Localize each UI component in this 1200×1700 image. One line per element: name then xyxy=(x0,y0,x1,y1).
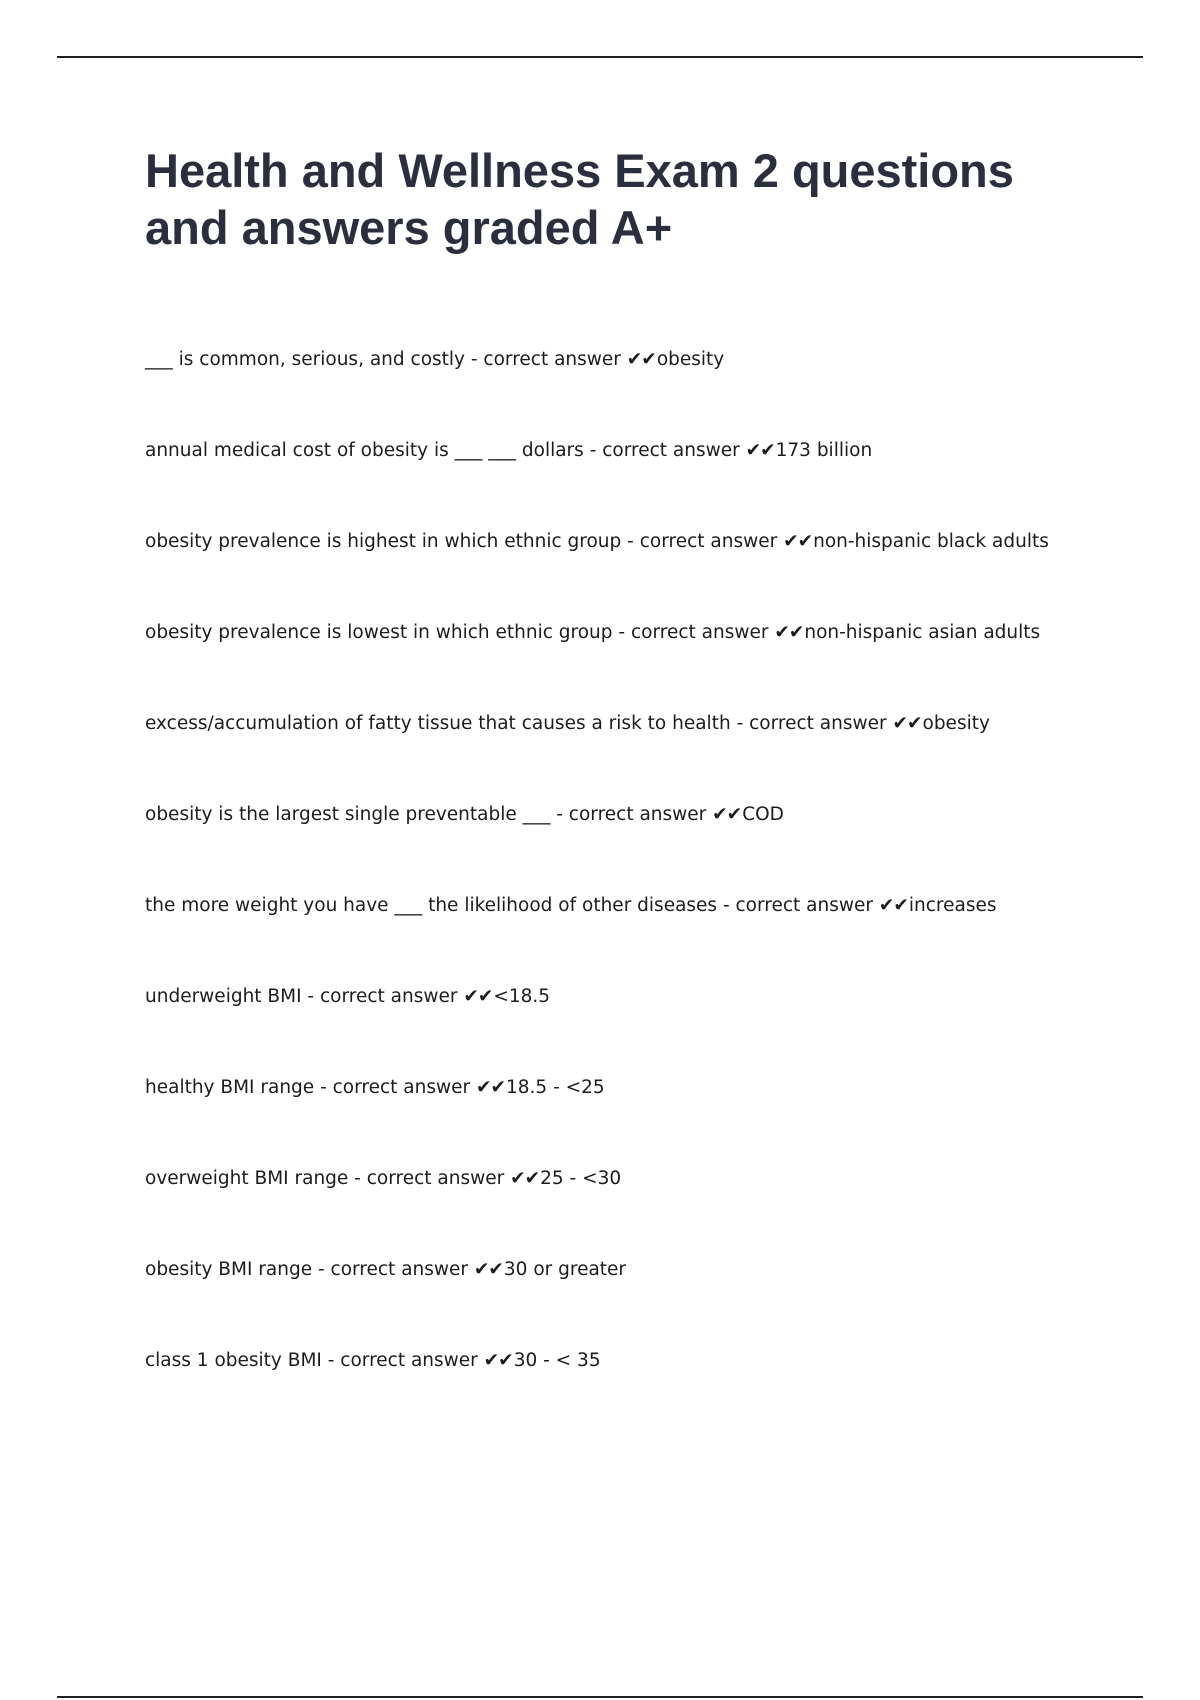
check-mark-icon: ✔✔ xyxy=(783,531,813,552)
answer-text: 173 billion xyxy=(775,440,873,461)
check-mark-icon: ✔✔ xyxy=(878,895,908,916)
question-text: overweight BMI range xyxy=(145,1168,349,1189)
check-mark-icon: ✔✔ xyxy=(483,1350,513,1371)
answer-separator: - correct answer xyxy=(612,622,775,643)
answer-separator: - correct answer xyxy=(348,1168,511,1189)
bottom-divider xyxy=(57,1696,1143,1698)
question-text: the more weight you have ___ the likelihood of other diseases xyxy=(145,895,718,916)
question-text: ___ is common, serious, and costly xyxy=(145,349,465,370)
answer-separator: - correct answer xyxy=(550,804,713,825)
check-mark-icon: ✔✔ xyxy=(745,440,775,461)
qa-item xyxy=(145,1074,1105,1165)
check-mark-icon: ✔✔ xyxy=(510,1168,540,1189)
check-mark-icon: ✔✔ xyxy=(463,986,493,1007)
answer-text: 30 - < 35 xyxy=(513,1350,601,1371)
answer-separator: - correct answer xyxy=(301,986,464,1007)
qa-item xyxy=(145,346,1105,437)
document-title: Health and Wellness Exam 2 questions and answers graded A+ xyxy=(145,144,1014,254)
check-mark-icon: ✔✔ xyxy=(475,1077,505,1098)
answer-separator: - correct answer xyxy=(312,1259,474,1280)
answer-separator: - correct answer xyxy=(321,1350,484,1371)
qa-item xyxy=(145,1256,1105,1347)
qa-list xyxy=(145,346,1105,1438)
qa-item xyxy=(145,983,1105,1074)
check-mark-icon: ✔✔ xyxy=(473,1259,503,1280)
question-text: obesity is the largest single preventable ___ xyxy=(145,804,551,825)
qa-item xyxy=(145,1347,1105,1438)
answer-separator: - correct answer xyxy=(465,349,627,370)
answer-separator: - correct answer xyxy=(583,440,746,461)
answer-separator: - correct answer xyxy=(730,713,893,734)
answer-separator: - correct answer xyxy=(314,1077,476,1098)
check-mark-icon: ✔✔ xyxy=(892,713,922,734)
qa-item xyxy=(145,710,1105,801)
qa-item xyxy=(145,437,1105,528)
question-text: obesity BMI range xyxy=(145,1259,313,1280)
answer-text: 18.5 - <25 xyxy=(506,1077,605,1098)
answer-text: obesity xyxy=(656,349,725,370)
question-text: excess/accumulation of fatty tissue that causes a risk to health xyxy=(145,713,731,734)
answer-text: 30 or greater xyxy=(503,1259,627,1280)
check-mark-icon: ✔✔ xyxy=(774,622,804,643)
answer-text: 25 - <30 xyxy=(540,1168,622,1189)
question-text: obesity prevalence is highest in which ethnic group xyxy=(145,531,622,552)
qa-item xyxy=(145,1165,1105,1256)
question-text: underweight BMI xyxy=(145,986,302,1007)
qa-item xyxy=(145,528,1105,619)
check-mark-icon: ✔✔ xyxy=(626,349,656,370)
qa-item xyxy=(145,801,1105,892)
answer-text: increases xyxy=(908,895,997,916)
qa-item xyxy=(145,892,1105,983)
answer-text: <18.5 xyxy=(493,986,551,1007)
question-text: class 1 obesity BMI xyxy=(145,1350,322,1371)
check-mark-icon: ✔✔ xyxy=(712,804,742,825)
qa-item xyxy=(145,619,1105,710)
question-text: healthy BMI range xyxy=(145,1077,315,1098)
answer-separator: - correct answer xyxy=(717,895,879,916)
answer-text: non-hispanic asian adults xyxy=(804,622,1041,643)
answer-text: COD xyxy=(742,804,784,825)
answer-text: obesity xyxy=(922,713,990,734)
question-text: obesity prevalence is lowest in which ethnic group xyxy=(145,622,613,643)
top-divider xyxy=(57,56,1143,58)
answer-separator: - correct answer xyxy=(621,531,784,552)
question-text: annual medical cost of obesity is ___ ___ dollars xyxy=(145,440,584,461)
answer-text: non-hispanic black adults xyxy=(813,531,1049,552)
